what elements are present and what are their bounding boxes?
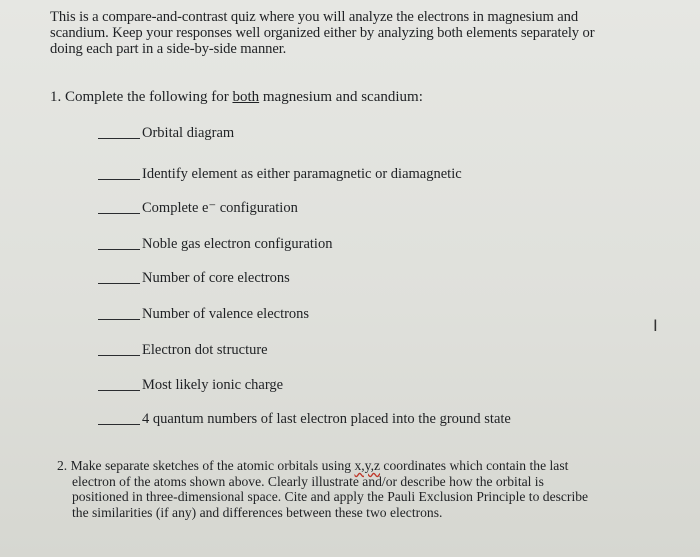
checklist-item-label: Complete e⁻ configuration: [142, 200, 298, 216]
answer-blank: [98, 389, 140, 391]
question-2-line: [57, 458, 568, 473]
checklist-item-label: Identify element as either paramagnetic or diamagnetic: [142, 166, 462, 182]
checklist-item-label: Orbital diagram: [142, 125, 235, 141]
question-1-underlined-word: both: [232, 89, 260, 105]
answer-blank: [98, 212, 140, 214]
spellcheck-flagged-word: x,y,z: [354, 458, 381, 473]
checklist-item-label: Most likely ionic charge: [142, 377, 284, 393]
checklist-item-label: Electron dot structure: [142, 342, 268, 358]
question-1-suffix: magnesium and scandium:: [259, 89, 423, 105]
answer-blank: [98, 354, 140, 356]
answer-blank: [98, 137, 140, 139]
checklist-item-label: Number of valence electrons: [142, 306, 310, 322]
checklist-item: [98, 339, 268, 359]
intro-line: doing each part in a side-by-side manner.: [50, 41, 287, 57]
intro-paragraph: [50, 9, 660, 57]
question-2-line: electron of the atoms shown above. Clearly illustrate and/or describe how the orbital is: [72, 473, 544, 489]
checklist-item: [98, 267, 290, 287]
answer-blank: [98, 282, 140, 284]
answer-blank: [98, 423, 140, 425]
checklist-item: [98, 408, 511, 428]
question-2-line: positioned in three-dimensional space. Cite and apply the Pauli Exclusion Principle to describe: [72, 489, 589, 504]
checklist-item-label: Number of core electrons: [142, 270, 290, 286]
question-1-prefix: 1. Complete the following for: [50, 89, 233, 105]
answer-blank: [98, 248, 140, 250]
intro-line: scandium. Keep your responses well organized either by analyzing both elements separately or: [50, 25, 595, 41]
question-2-paragraph: [57, 458, 657, 520]
checklist-item: [98, 163, 462, 183]
answer-blank: [98, 178, 140, 180]
answer-blank: [98, 318, 140, 320]
checklist-item: [98, 374, 283, 394]
question-1-heading: [50, 89, 423, 106]
question-2-line: the similarities (if any) and differences between these two electrons.: [72, 504, 443, 520]
checklist-item-label: 4 quantum numbers of last electron placed into the ground state: [142, 411, 511, 427]
intro-line: This is a compare-and-contrast quiz where you will analyze the electrons in magnesium and: [50, 9, 579, 25]
checklist-item: [98, 303, 309, 323]
checklist-item-label: Noble gas electron configuration: [142, 236, 333, 252]
text-cursor-icon: I: [653, 316, 658, 335]
question-2-text: coordinates which contain the last: [380, 458, 569, 473]
checklist-item: [98, 233, 332, 253]
question-2-text: 2. Make separate sketches of the atomic orbitals using: [57, 458, 355, 473]
checklist-item: [98, 197, 298, 217]
checklist-item: [98, 122, 234, 142]
